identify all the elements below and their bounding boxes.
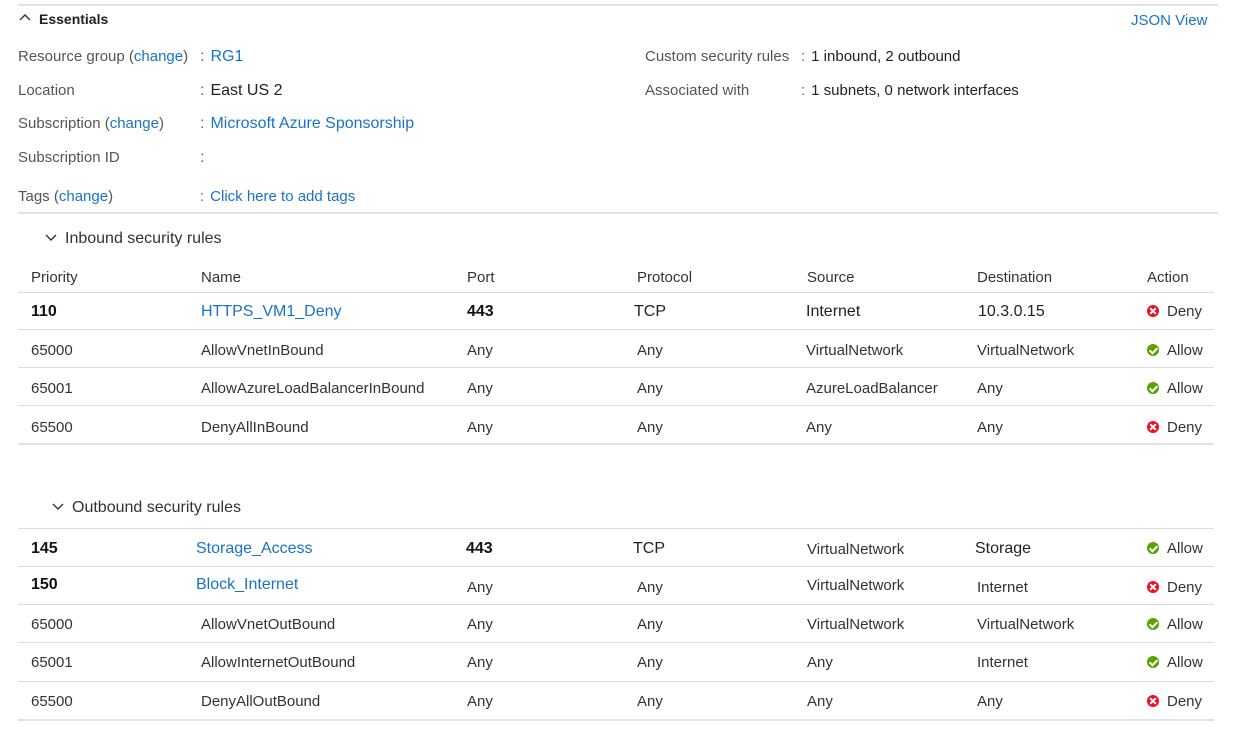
row-destination: Storage (975, 540, 1032, 557)
row-port: Any (467, 342, 493, 359)
allow-icon (1147, 618, 1159, 630)
rule-name-link[interactable]: Storage_Access (196, 540, 313, 557)
resource-group-value-wrap: : RG1 (200, 48, 244, 65)
row-source: Any (807, 654, 833, 671)
col-port: Port (467, 269, 495, 286)
essentials-divider (18, 212, 1218, 214)
top-divider (18, 4, 1218, 6)
json-view-link[interactable]: JSON View (1131, 12, 1208, 29)
row-action (1147, 303, 1202, 320)
row-action-label: Allow (1167, 616, 1203, 633)
inbound-toggle[interactable] (45, 230, 222, 248)
row-port: Any (467, 579, 493, 596)
tags-label-text: Tags (18, 188, 50, 205)
row-priority: 65001 (31, 654, 73, 671)
rule-name-link[interactable]: HTTPS_VM1_Deny (201, 303, 342, 320)
subscription-id-label: Subscription ID (18, 149, 120, 166)
row-priority: 150 (31, 576, 58, 593)
col-destination: Destination (977, 269, 1053, 286)
chevron-up-icon (19, 12, 31, 24)
row-protocol: Any (637, 579, 663, 596)
row-protocol: Any (637, 616, 663, 633)
row-divider (18, 604, 1214, 605)
row-action-label: Allow (1167, 380, 1203, 397)
row-port: Any (467, 693, 493, 710)
row-priority: 110 (31, 303, 57, 320)
row-port: Any (467, 380, 493, 397)
row-port: 443 (466, 540, 493, 557)
row-source: AzureLoadBalancer (806, 380, 938, 397)
resource-group-link[interactable]: RG1 (210, 48, 244, 65)
row-name: DenyAllOutBound (201, 693, 321, 710)
row-action-label: Deny (1167, 419, 1203, 436)
subscription-id-value-wrap: : (200, 149, 205, 166)
row-port: 443 (467, 303, 494, 320)
row-priority: 65500 (31, 693, 73, 710)
row-divider (18, 642, 1214, 643)
row-source: VirtualNetwork (806, 342, 904, 359)
custom-rules-label: Custom security rules (645, 48, 790, 65)
subscription-link[interactable]: Microsoft Azure Sponsorship (210, 115, 415, 132)
resource-group-label-text: Resource group (18, 48, 125, 65)
row-divider (18, 681, 1214, 682)
outbound-title: Outbound security rules (72, 499, 241, 516)
tags-label: Tags (change) (18, 188, 114, 205)
resource-group-change-link[interactable]: change (133, 48, 184, 65)
chevron-down-icon (45, 231, 57, 243)
row-protocol: TCP (633, 540, 665, 557)
row-destination: Any (977, 419, 1003, 436)
row-source: Internet (806, 303, 861, 320)
deny-icon (1147, 581, 1159, 593)
add-tags-link[interactable]: Click here to add tags (210, 188, 356, 205)
location-value-wrap: : East US 2 (200, 82, 283, 99)
row-source: VirtualNetwork (807, 616, 905, 633)
deny-icon (1147, 695, 1159, 707)
row-divider (18, 367, 1214, 368)
row-port: Any (467, 654, 493, 671)
col-name: Name (201, 269, 242, 286)
row-action (1147, 693, 1202, 710)
row-action (1147, 380, 1203, 397)
row-divider (18, 405, 1214, 406)
row-source: Any (806, 419, 832, 436)
row-destination: Any (977, 693, 1003, 710)
row-action-label: Allow (1167, 540, 1203, 557)
row-destination: VirtualNetwork (977, 342, 1075, 359)
outbound-top-divider (18, 528, 1214, 529)
outbound-toggle[interactable] (52, 499, 241, 517)
associated-with-label: Associated with (645, 82, 750, 99)
associated-with-value-wrap: : 1 subnets, 0 network interfaces (801, 82, 1019, 99)
row-destination: 10.3.0.15 (978, 303, 1045, 320)
tags-value-wrap: : Click here to add tags (200, 188, 356, 205)
outbound-bottom-divider (18, 719, 1214, 721)
inbound-bottom-divider (18, 443, 1214, 445)
deny-icon (1147, 305, 1159, 317)
row-destination: VirtualNetwork (977, 616, 1075, 633)
row-action-label: Deny (1167, 303, 1203, 320)
row-protocol: Any (637, 380, 663, 397)
essentials-title: Essentials (39, 11, 109, 27)
row-action (1147, 342, 1203, 359)
allow-icon (1147, 656, 1159, 668)
row-action-label: Allow (1167, 342, 1203, 359)
row-name: AllowAzureLoadBalancerInBound (201, 380, 425, 397)
row-action (1147, 419, 1202, 436)
row-divider (18, 329, 1214, 330)
custom-rules-value: 1 inbound, 2 outbound (811, 48, 961, 65)
associated-with-value: 1 subnets, 0 network interfaces (811, 82, 1019, 99)
rule-name-link[interactable]: Block_Internet (196, 576, 299, 593)
row-port: Any (467, 616, 493, 633)
chevron-down-icon (52, 500, 64, 512)
row-name: AllowInternetOutBound (201, 654, 356, 671)
location-label: Location (18, 82, 75, 99)
row-destination: Internet (977, 579, 1028, 596)
row-protocol: Any (637, 654, 663, 671)
row-priority: 145 (31, 540, 58, 557)
allow-icon (1147, 344, 1159, 356)
row-source: Any (807, 693, 833, 710)
row-action-label: Allow (1167, 654, 1203, 671)
row-name: AllowVnetInBound (201, 342, 324, 359)
deny-icon (1147, 421, 1159, 433)
row-action (1147, 654, 1203, 671)
col-action: Action (1147, 269, 1189, 286)
row-protocol: Any (637, 419, 663, 436)
row-action (1147, 616, 1203, 633)
row-divider (18, 566, 1214, 567)
row-destination: Any (977, 380, 1003, 397)
row-destination: Internet (977, 654, 1028, 671)
row-name: DenyAllInBound (201, 419, 309, 436)
row-action-label: Deny (1167, 693, 1203, 710)
row-protocol: Any (637, 342, 663, 359)
allow-icon (1147, 542, 1159, 554)
row-action (1147, 579, 1202, 596)
col-source: Source (807, 269, 855, 286)
row-source: VirtualNetwork (807, 541, 905, 558)
row-protocol: TCP (634, 303, 666, 320)
row-name: AllowVnetOutBound (201, 616, 336, 633)
tags-change-link[interactable]: change (58, 188, 109, 205)
row-priority: 65000 (31, 616, 73, 633)
row-port: Any (467, 419, 493, 436)
row-protocol: Any (637, 693, 663, 710)
row-priority: 65500 (31, 419, 73, 436)
subscription-value-wrap: : Microsoft Azure Sponsorship (200, 115, 415, 132)
row-priority: 65001 (31, 380, 73, 397)
row-action (1147, 540, 1203, 557)
resource-group-label: Resource group (change) (18, 48, 189, 65)
row-priority: 65000 (31, 342, 73, 359)
subscription-label-text: Subscription (18, 115, 101, 132)
row-source: VirtualNetwork (807, 577, 905, 594)
location-value: East US 2 (210, 82, 283, 99)
col-protocol: Protocol (637, 269, 693, 286)
subscription-change-link[interactable]: change (109, 115, 159, 132)
col-priority: Priority (31, 269, 78, 286)
subscription-label: Subscription (change) (18, 115, 164, 132)
allow-icon (1147, 382, 1159, 394)
essentials-toggle[interactable] (19, 11, 108, 29)
custom-rules-value-wrap: : 1 inbound, 2 outbound (801, 48, 961, 65)
row-action-label: Deny (1167, 579, 1203, 596)
inbound-title: Inbound security rules (65, 230, 222, 247)
inbound-header-divider (18, 292, 1214, 293)
